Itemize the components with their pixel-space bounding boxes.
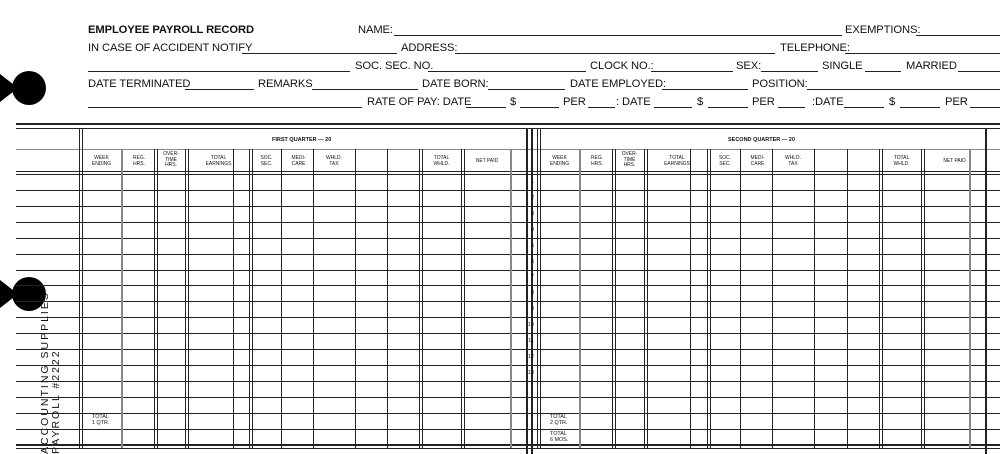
col-header-text: REG.	[132, 155, 146, 161]
row-line	[16, 270, 1000, 271]
bottom-rule	[16, 445, 1000, 446]
top-rule-2	[16, 128, 1000, 129]
position-label: POSITION:	[752, 78, 808, 90]
q2-column-line-double	[924, 149, 925, 448]
q2-col-header	[926, 159, 984, 165]
position-field[interactable]	[807, 76, 1000, 90]
dollar-1-label: $	[510, 96, 517, 108]
col-header-text: NET PAID	[943, 158, 966, 164]
right-edge-line	[985, 128, 987, 454]
remarks-label: REMARKS	[258, 78, 313, 90]
date-terminated-field[interactable]	[185, 76, 254, 90]
col-header-text: NET PAID	[475, 158, 499, 164]
rate-per-3-field[interactable]	[970, 94, 1000, 108]
date-terminated-field-2[interactable]	[88, 94, 362, 108]
q1-column-line	[249, 149, 250, 448]
col-header-text: EARNINGS	[205, 160, 232, 167]
col-header-text: TAX	[329, 160, 339, 167]
total-6-mos-label	[550, 431, 568, 443]
q1-col-header	[158, 152, 185, 169]
q1-col-header	[285, 156, 313, 167]
telephone-label: TELEPHONE:	[780, 42, 850, 54]
q1-column-line	[154, 149, 155, 448]
q2-column-line	[537, 128, 538, 448]
q1-column-line	[185, 149, 186, 448]
col-header-text: EARNINGS	[664, 160, 690, 167]
row-number: 10	[527, 322, 534, 329]
col-header-text: HRS.	[165, 162, 177, 169]
q2-cents-line	[690, 174, 691, 448]
q2-col-header	[616, 152, 644, 169]
side-imprint-line1: ACCOUNTING SUPPLIES	[39, 291, 51, 454]
col-header-text: MEDI-	[291, 155, 306, 161]
q1-column-line-double	[422, 149, 423, 448]
row-number: 2	[530, 194, 534, 201]
q2-column-line	[707, 149, 708, 448]
q1-col-header	[83, 156, 120, 167]
date-terminated-label: DATE TERMINATED	[88, 78, 191, 90]
col-header-text: SOC.	[718, 155, 732, 161]
q2-column-line-double	[882, 149, 883, 448]
col-header-text: OVER-	[621, 151, 638, 157]
q2-column-line	[814, 149, 815, 448]
row-line	[16, 285, 1000, 286]
row-line	[16, 190, 1000, 191]
col-header-text: HRS.	[591, 160, 603, 167]
single-label: SINGLE	[822, 60, 863, 72]
q1-column-line	[281, 149, 282, 448]
soc-sec-no-field[interactable]	[428, 58, 586, 72]
q2-column-line	[969, 149, 971, 448]
per-1-label: PER	[563, 96, 586, 108]
q1-col-header	[253, 156, 281, 167]
date-2-label: : DATE	[616, 96, 651, 108]
rate-date-2-field[interactable]	[654, 94, 692, 108]
accident-notify-field[interactable]	[242, 40, 397, 54]
q1-column-line-double	[188, 149, 189, 448]
col-header-text: WEEK	[94, 155, 109, 161]
row-number: 7	[530, 274, 534, 281]
single-field[interactable]	[865, 58, 901, 72]
q2-column-line	[847, 149, 848, 448]
rate-of-pay-date-label: RATE OF PAY: DATE	[367, 96, 472, 108]
q2-column-line	[612, 149, 613, 448]
row-line	[16, 349, 1000, 350]
row-number: 4	[530, 226, 534, 233]
row-line	[16, 333, 1000, 334]
rate-date-1-field[interactable]	[466, 94, 506, 108]
row-number: 8	[530, 290, 534, 297]
col-header-text: TOTAL	[210, 155, 227, 161]
q2-column-line	[644, 149, 645, 448]
married-label: MARRIED	[906, 60, 957, 72]
accident-notify-field-2[interactable]	[88, 58, 350, 72]
second-quarter-title: SECOND QUARTER — 20	[728, 137, 795, 143]
row-number: 6	[530, 258, 534, 265]
row-number: 1	[530, 179, 534, 185]
rate-amount-1-field[interactable]	[520, 94, 559, 108]
rate-amount-3-field[interactable]	[900, 94, 940, 108]
total-1-qtr-label	[92, 414, 109, 426]
mos-text: 6 MOS.	[550, 437, 569, 443]
date-born-field[interactable]	[488, 76, 565, 90]
row-line	[16, 254, 1000, 255]
row-line	[16, 413, 1000, 414]
col-header-text: MEDI-	[750, 155, 765, 161]
col-header-text: HRS.	[623, 162, 636, 169]
total-text: TOTAL	[92, 414, 109, 420]
col-header-text: SEC.	[719, 160, 731, 167]
column-header-divider	[16, 171, 1000, 172]
rate-per-2-field[interactable]	[778, 94, 805, 108]
col-header-text: TAX	[788, 160, 798, 167]
name-label: NAME:	[358, 24, 393, 36]
date-3-label: :DATE	[812, 96, 844, 108]
row-number: 13	[527, 369, 534, 376]
q1-column-line	[419, 149, 420, 448]
q2-col-header	[883, 156, 920, 167]
q2-column-line	[740, 149, 741, 448]
q1-column-line	[387, 149, 388, 448]
q1-col-header	[423, 156, 460, 167]
q2-col-header	[583, 156, 612, 167]
col-header-text: TOTAL	[893, 155, 910, 161]
row-number: 9	[530, 306, 534, 313]
per-3-label: PER	[945, 96, 968, 108]
q2-col-header	[649, 156, 706, 167]
qtr-text: 1 QTR.	[92, 420, 110, 426]
q2-column-line	[540, 128, 541, 448]
sex-label: SEX:	[736, 60, 762, 72]
q1-column-line	[79, 128, 80, 448]
row-number: 5	[530, 242, 534, 249]
row-line	[16, 238, 1000, 239]
q2-column-line	[879, 149, 880, 448]
qtr-text: 2 QTR.	[550, 420, 568, 426]
q2-column-line	[921, 149, 922, 448]
q2-column-line-double	[615, 149, 616, 448]
q1-column-line-double	[252, 149, 253, 448]
q1-col-header	[314, 156, 354, 167]
exemptions-field[interactable]	[916, 22, 1000, 36]
col-header-text: WHLD.	[785, 155, 801, 161]
q2-column-line-double	[710, 149, 711, 448]
total-text: TOTAL	[550, 431, 567, 437]
address-field[interactable]	[455, 40, 775, 54]
accident-notify-label: IN CASE OF ACCIDENT NOTIFY	[88, 42, 253, 54]
side-imprint	[40, 291, 62, 454]
remarks-field[interactable]	[312, 76, 418, 90]
q1-column-line	[510, 149, 512, 448]
q1-col-header	[190, 156, 248, 167]
row-line	[16, 397, 1000, 398]
q2-col-header	[711, 156, 740, 167]
date-born-label: DATE BORN:	[422, 78, 489, 90]
col-header-text: REG.	[590, 155, 604, 161]
row-line	[16, 381, 1000, 382]
col-header-text: WEEK	[552, 155, 567, 161]
row-line	[16, 301, 1000, 302]
telephone-field[interactable]	[845, 40, 1000, 54]
row-line	[16, 222, 1000, 223]
row-line	[16, 317, 1000, 318]
col-header-text: SEC.	[260, 160, 273, 167]
col-header-text: TOTAL	[669, 155, 685, 161]
dollar-3-label: $	[889, 96, 896, 108]
q2-column-line	[772, 149, 773, 448]
rate-amount-2-field[interactable]	[708, 94, 748, 108]
date-employed-label: DATE EMPLOYED:	[570, 78, 666, 90]
name-field[interactable]	[394, 22, 842, 36]
side-imprint-line2: PAYROLL #2222	[50, 349, 62, 454]
q1-column-line	[313, 149, 314, 448]
q2-column-line-double	[647, 149, 648, 448]
q2-col-header	[744, 156, 772, 167]
col-header-text: CARE	[750, 160, 765, 167]
bottom-rule-2	[16, 448, 1000, 449]
q1-column-line-double	[464, 149, 465, 448]
q2-col-header	[541, 156, 578, 167]
rate-date-3-field[interactable]	[844, 94, 884, 108]
col-header-text: WHLD.	[893, 160, 910, 167]
top-rule	[16, 123, 1000, 125]
row-number: 11	[528, 338, 534, 344]
clock-no-field[interactable]	[651, 58, 733, 72]
row-line	[16, 429, 1000, 430]
col-header-text: HRS.	[133, 160, 145, 167]
punch-hole-top	[12, 71, 46, 105]
q1-col-header	[465, 159, 509, 165]
col-header-text: OVER-	[163, 151, 179, 157]
sex-field[interactable]	[761, 58, 818, 72]
q1-column-line	[461, 149, 462, 448]
quarter-title-divider	[16, 149, 1000, 150]
col-header-text: TIME	[623, 156, 636, 163]
col-header-text: CARE	[291, 160, 306, 167]
col-header-text: TIME	[165, 156, 177, 163]
first-quarter-title: FIRST QUARTER — 20	[272, 137, 332, 143]
soc-sec-no-label: SOC. SEC. NO.	[355, 60, 434, 72]
q1-column-line	[355, 149, 356, 448]
column-header-divider-2	[16, 174, 1000, 175]
row-number: 3	[530, 210, 534, 217]
clock-no-label: CLOCK NO.:	[590, 60, 654, 72]
q2-col-header	[773, 156, 813, 167]
q2-column-line	[579, 149, 581, 448]
address-label: ADDRESS:	[401, 42, 458, 54]
rate-per-1-field[interactable]	[588, 94, 615, 108]
q1-column-line-double	[157, 149, 158, 448]
col-header-text: TOTAL	[433, 155, 450, 161]
col-header-text: WHLD.	[326, 155, 342, 161]
total-text: TOTAL	[550, 414, 567, 420]
row-line	[16, 365, 1000, 366]
q1-column-line	[121, 149, 123, 448]
q1-column-line	[82, 128, 83, 448]
total-2-qtr-label	[550, 414, 567, 426]
exemptions-label: EXEMPTIONS:	[845, 24, 921, 36]
married-field[interactable]	[958, 58, 1000, 72]
per-2-label: PER	[752, 96, 775, 108]
row-number: 12	[527, 353, 534, 360]
col-header-text: ENDING	[91, 160, 112, 167]
dollar-2-label: $	[697, 96, 704, 108]
col-header-text: SOC.	[260, 155, 273, 161]
row-line	[16, 206, 1000, 207]
date-employed-field[interactable]	[662, 76, 748, 90]
form-title: EMPLOYEE PAYROLL RECORD	[88, 24, 254, 36]
q1-col-header	[125, 156, 154, 167]
q1-cents-line	[233, 174, 234, 448]
col-header-text: WHLD.	[433, 160, 450, 167]
col-header-text: ENDING	[549, 160, 570, 167]
